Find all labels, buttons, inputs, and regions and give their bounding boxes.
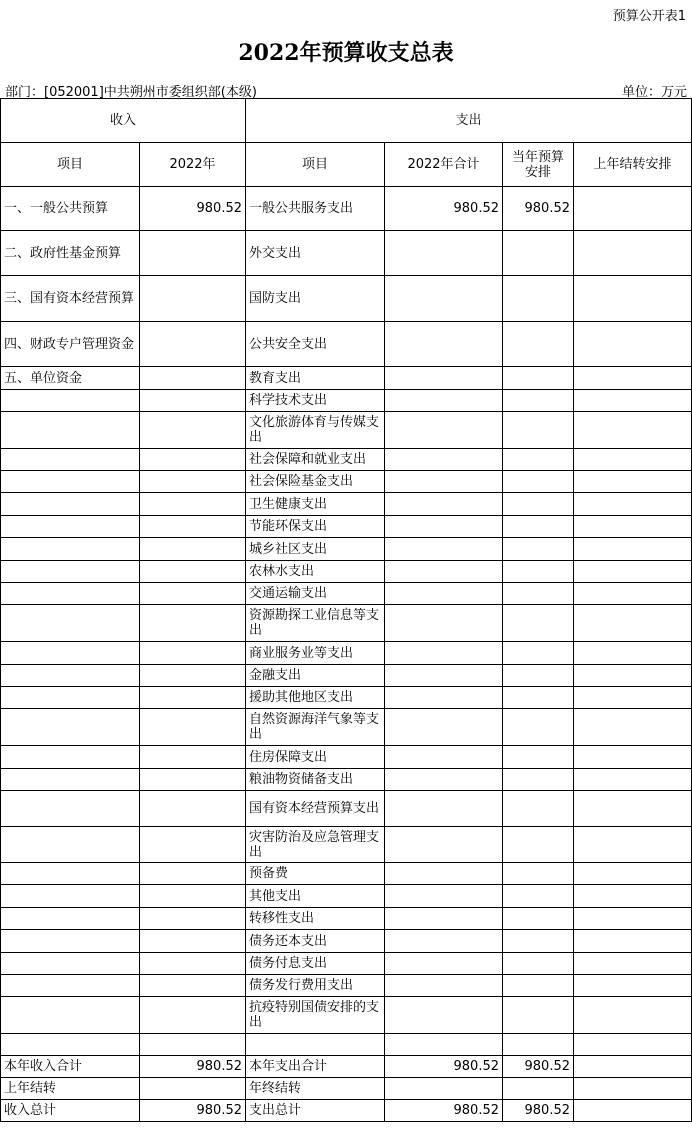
department-label: 部门：[052001]中共朔州市委组织部(本级) [5, 85, 257, 100]
expense-carryover-cell [574, 493, 692, 516]
expense-current-cell [503, 953, 574, 975]
expense-total-cell [385, 665, 503, 687]
expense-total-cell [385, 561, 503, 583]
expense-carryover-cell [574, 367, 692, 390]
expense-carryover-cell [574, 687, 692, 709]
unit-label: 单位：万元 [621, 85, 687, 100]
income-value-cell: 980.52 [140, 1100, 246, 1122]
income-item-cell [1, 561, 140, 583]
income-item-cell [1, 953, 140, 975]
income-value-cell [140, 665, 246, 687]
expense-current-cell [503, 367, 574, 390]
table-row [1, 231, 692, 276]
expense-current-header: 当年预算安排 [503, 143, 574, 187]
expense-total-cell [385, 746, 503, 769]
expense-item-cell: 教育支出 [246, 367, 385, 390]
page-title: 2022年预算收支总表 [238, 40, 454, 66]
income-item-cell: 一、一般公共预算 [1, 187, 140, 231]
expense-total-cell [385, 642, 503, 665]
expense-current-cell [503, 908, 574, 930]
expense-total-cell [385, 863, 503, 885]
expense-carryover-cell [574, 471, 692, 493]
income-value-cell [140, 827, 246, 863]
expense-carryover-cell [574, 276, 692, 322]
group-header-row [1, 99, 692, 143]
expense-total-cell [385, 493, 503, 516]
expense-item-cell: 灾害防治及应急管理支出 [246, 827, 385, 863]
income-item-cell: 四、财政专户管理资金 [1, 322, 140, 367]
expense-total-cell: 980.52 [385, 1056, 503, 1078]
expense-item-cell: 援助其他地区支出 [246, 687, 385, 709]
income-item-cell [1, 709, 140, 746]
income-value-cell [140, 449, 246, 471]
expense-total-cell [385, 953, 503, 975]
income-value-cell [140, 583, 246, 605]
income-value-cell: 980.52 [140, 187, 246, 231]
expense-total-cell [385, 471, 503, 493]
income-item-cell [1, 687, 140, 709]
expense-current-cell [503, 390, 574, 412]
expense-item-cell: 公共安全支出 [246, 322, 385, 367]
expense-item-cell: 节能环保支出 [246, 516, 385, 538]
income-value-cell [140, 367, 246, 390]
expense-item-cell: 本年支出合计 [246, 1056, 385, 1078]
expense-total-cell [385, 791, 503, 827]
expense-total-cell [385, 709, 503, 746]
expense-item-cell: 国防支出 [246, 276, 385, 322]
income-item-cell [1, 1034, 140, 1056]
income-value-cell [140, 605, 246, 642]
expense-item-cell: 资源勘探工业信息等支出 [246, 605, 385, 642]
expense-current-cell [503, 665, 574, 687]
income-item-cell [1, 791, 140, 827]
table-row [1, 322, 692, 367]
table-row [1, 367, 692, 390]
expense-total-cell [385, 605, 503, 642]
expense-carryover-cell [574, 930, 692, 953]
table-row [1, 471, 692, 493]
table-row [1, 709, 692, 746]
income-item-cell [1, 997, 140, 1034]
table-row [1, 390, 692, 412]
expense-carryover-cell [574, 1078, 692, 1100]
budget-table [0, 98, 692, 1122]
expense-current-cell [503, 412, 574, 449]
expense-current-cell [503, 827, 574, 863]
income-item-cell: 二、政府性基金预算 [1, 231, 140, 276]
expense-item-cell: 粮油物资储备支出 [246, 769, 385, 791]
income-group-header: 收入 [1, 99, 246, 143]
expense-current-cell [503, 516, 574, 538]
expense-current-cell: 980.52 [503, 1056, 574, 1078]
expense-carryover-cell [574, 390, 692, 412]
expense-current-cell [503, 231, 574, 276]
income-item-cell: 上年结转 [1, 1078, 140, 1100]
expense-current-cell [503, 885, 574, 908]
expense-total-cell [385, 322, 503, 367]
expense-carryover-cell [574, 997, 692, 1034]
table-row [1, 908, 692, 930]
expense-carryover-cell [574, 908, 692, 930]
expense-current-cell [503, 997, 574, 1034]
income-value-cell [140, 997, 246, 1034]
income-value-cell [140, 1034, 246, 1056]
income-value-cell [140, 276, 246, 322]
table-id-label: 预算公开表1 [612, 9, 686, 24]
expense-item-cell: 债务还本支出 [246, 930, 385, 953]
expense-total-cell [385, 975, 503, 997]
income-value-cell: 980.52 [140, 1056, 246, 1078]
income-item-cell [1, 412, 140, 449]
expense-total-cell [385, 1034, 503, 1056]
income-item-cell [1, 769, 140, 791]
expense-carryover-cell [574, 885, 692, 908]
expense-current-cell [503, 322, 574, 367]
expense-item-cell: 债务付息支出 [246, 953, 385, 975]
expense-current-cell [503, 687, 574, 709]
income-value-cell [140, 769, 246, 791]
income-item-cell [1, 975, 140, 997]
expense-total-cell: 980.52 [385, 1100, 503, 1122]
income-value-cell [140, 642, 246, 665]
expense-current-cell [503, 605, 574, 642]
income-value-cell [140, 561, 246, 583]
income-value-cell [140, 863, 246, 885]
expense-total-cell [385, 390, 503, 412]
expense-item-cell: 文化旅游体育与传媒支出 [246, 412, 385, 449]
expense-carryover-cell [574, 187, 692, 231]
table-row [1, 187, 692, 231]
expense-current-cell [503, 709, 574, 746]
expense-current-cell [503, 1034, 574, 1056]
expense-total-cell [385, 930, 503, 953]
income-item-cell [1, 746, 140, 769]
table-row [1, 769, 692, 791]
expense-item-cell: 住房保障支出 [246, 746, 385, 769]
expense-total-cell [385, 538, 503, 561]
expense-total-cell [385, 687, 503, 709]
expense-item-cell: 债务发行费用支出 [246, 975, 385, 997]
expense-carryover-cell [574, 769, 692, 791]
income-item-cell [1, 605, 140, 642]
income-value-cell [140, 538, 246, 561]
expense-carryover-cell [574, 538, 692, 561]
expense-total-cell [385, 449, 503, 471]
income-value-cell [140, 709, 246, 746]
expense-current-cell [503, 791, 574, 827]
expense-item-cell: 转移性支出 [246, 908, 385, 930]
expense-carryover-cell [574, 412, 692, 449]
expense-total-cell [385, 231, 503, 276]
expense-current-cell [503, 538, 574, 561]
expense-item-cell: 自然资源海洋气象等支出 [246, 709, 385, 746]
expense-carryover-cell [574, 516, 692, 538]
expense-carryover-cell [574, 863, 692, 885]
expense-carryover-cell [574, 953, 692, 975]
expense-carryover-cell [574, 231, 692, 276]
expense-current-cell [503, 471, 574, 493]
expense-current-cell [503, 642, 574, 665]
income-value-cell [140, 412, 246, 449]
table-row [1, 561, 692, 583]
expense-total-cell [385, 412, 503, 449]
expense-item-header: 项目 [246, 143, 385, 187]
table-row [1, 276, 692, 322]
expense-current-cell [503, 746, 574, 769]
table-row [1, 1078, 692, 1100]
expense-total-cell [385, 276, 503, 322]
expense-total-header: 2022年合计 [385, 143, 503, 187]
income-value-cell [140, 930, 246, 953]
expense-carryover-cell [574, 1056, 692, 1078]
expense-total-cell [385, 885, 503, 908]
income-value-cell [140, 791, 246, 827]
table-row [1, 746, 692, 769]
expense-item-cell: 社会保险基金支出 [246, 471, 385, 493]
income-value-cell [140, 516, 246, 538]
table-row [1, 953, 692, 975]
expense-total-cell: 980.52 [385, 187, 503, 231]
expense-item-cell: 交通运输支出 [246, 583, 385, 605]
expense-carryover-cell [574, 1034, 692, 1056]
expense-total-cell [385, 583, 503, 605]
income-item-cell: 三、国有资本经营预算 [1, 276, 140, 322]
income-value-cell [140, 493, 246, 516]
expense-carryover-cell [574, 561, 692, 583]
income-value-cell [140, 687, 246, 709]
expense-current-cell [503, 930, 574, 953]
expense-carryover-cell [574, 665, 692, 687]
table-row [1, 791, 692, 827]
income-item-cell [1, 516, 140, 538]
table-row [1, 605, 692, 642]
expense-current-cell: 980.52 [503, 187, 574, 231]
income-item-header: 项目 [1, 143, 140, 187]
expense-group-header: 支出 [246, 99, 692, 143]
expense-carryover-cell [574, 827, 692, 863]
expense-current-cell [503, 975, 574, 997]
expense-total-cell [385, 1078, 503, 1100]
table-row [1, 583, 692, 605]
income-2022-header: 2022年 [140, 143, 246, 187]
expense-carryover-cell [574, 746, 692, 769]
table-row [1, 997, 692, 1034]
income-item-cell [1, 390, 140, 412]
income-item-cell [1, 642, 140, 665]
column-header-row [1, 143, 692, 187]
income-value-cell [140, 746, 246, 769]
table-row [1, 412, 692, 449]
expense-carryover-cell [574, 449, 692, 471]
expense-current-cell [503, 561, 574, 583]
expense-item-cell: 预备费 [246, 863, 385, 885]
income-item-cell [1, 449, 140, 471]
expense-item-cell: 卫生健康支出 [246, 493, 385, 516]
income-value-cell [140, 1078, 246, 1100]
expense-current-cell [503, 769, 574, 791]
income-value-cell [140, 471, 246, 493]
expense-carryover-cell [574, 791, 692, 827]
income-item-cell [1, 471, 140, 493]
table-row [1, 1034, 692, 1056]
income-value-cell [140, 231, 246, 276]
table-row [1, 687, 692, 709]
table-row [1, 885, 692, 908]
income-item-cell [1, 908, 140, 930]
expense-item-cell: 外交支出 [246, 231, 385, 276]
table-row [1, 930, 692, 953]
table-row [1, 1100, 692, 1122]
expense-item-cell: 一般公共服务支出 [246, 187, 385, 231]
income-item-cell [1, 493, 140, 516]
expense-current-cell: 980.52 [503, 1100, 574, 1122]
income-item-cell [1, 827, 140, 863]
expense-carryover-cell [574, 975, 692, 997]
expense-carryover-cell [574, 583, 692, 605]
expense-current-cell [503, 493, 574, 516]
expense-carryover-cell [574, 322, 692, 367]
table-row [1, 863, 692, 885]
expense-total-cell [385, 908, 503, 930]
expense-item-cell: 科学技术支出 [246, 390, 385, 412]
income-value-cell [140, 390, 246, 412]
expense-carryover-header: 上年结转安排 [574, 143, 692, 187]
income-value-cell [140, 322, 246, 367]
expense-item-cell: 城乡社区支出 [246, 538, 385, 561]
expense-item-cell: 商业服务业等支出 [246, 642, 385, 665]
expense-item-cell: 金融支出 [246, 665, 385, 687]
income-item-cell [1, 538, 140, 561]
expense-current-cell [503, 276, 574, 322]
table-row [1, 975, 692, 997]
expense-item-cell: 社会保障和就业支出 [246, 449, 385, 471]
expense-item-cell: 其他支出 [246, 885, 385, 908]
income-item-cell [1, 583, 140, 605]
expense-item-cell: 农林水支出 [246, 561, 385, 583]
income-item-cell [1, 863, 140, 885]
expense-current-cell [503, 583, 574, 605]
income-value-cell [140, 975, 246, 997]
income-item-cell [1, 930, 140, 953]
income-item-cell [1, 665, 140, 687]
income-item-cell: 本年收入合计 [1, 1056, 140, 1078]
income-item-cell [1, 885, 140, 908]
table-row [1, 827, 692, 863]
expense-current-cell [503, 449, 574, 471]
table-row [1, 665, 692, 687]
expense-item-cell: 国有资本经营预算支出 [246, 791, 385, 827]
income-item-cell: 收入总计 [1, 1100, 140, 1122]
expense-total-cell [385, 997, 503, 1034]
expense-item-cell: 抗疫特别国债安排的支出 [246, 997, 385, 1034]
expense-carryover-cell [574, 709, 692, 746]
table-row [1, 493, 692, 516]
expense-item-cell [246, 1034, 385, 1056]
expense-carryover-cell [574, 605, 692, 642]
expense-item-cell: 支出总计 [246, 1100, 385, 1122]
table-row [1, 449, 692, 471]
income-value-cell [140, 953, 246, 975]
expense-item-cell: 年终结转 [246, 1078, 385, 1100]
expense-total-cell [385, 367, 503, 390]
expense-carryover-cell [574, 1100, 692, 1122]
table-row [1, 642, 692, 665]
expense-carryover-cell [574, 642, 692, 665]
expense-current-cell [503, 863, 574, 885]
expense-total-cell [385, 516, 503, 538]
income-value-cell [140, 885, 246, 908]
income-value-cell [140, 908, 246, 930]
table-row [1, 516, 692, 538]
table-row [1, 1056, 692, 1078]
expense-current-cell [503, 1078, 574, 1100]
expense-total-cell [385, 827, 503, 863]
income-item-cell: 五、单位资金 [1, 367, 140, 390]
expense-total-cell [385, 769, 503, 791]
table-row [1, 538, 692, 561]
